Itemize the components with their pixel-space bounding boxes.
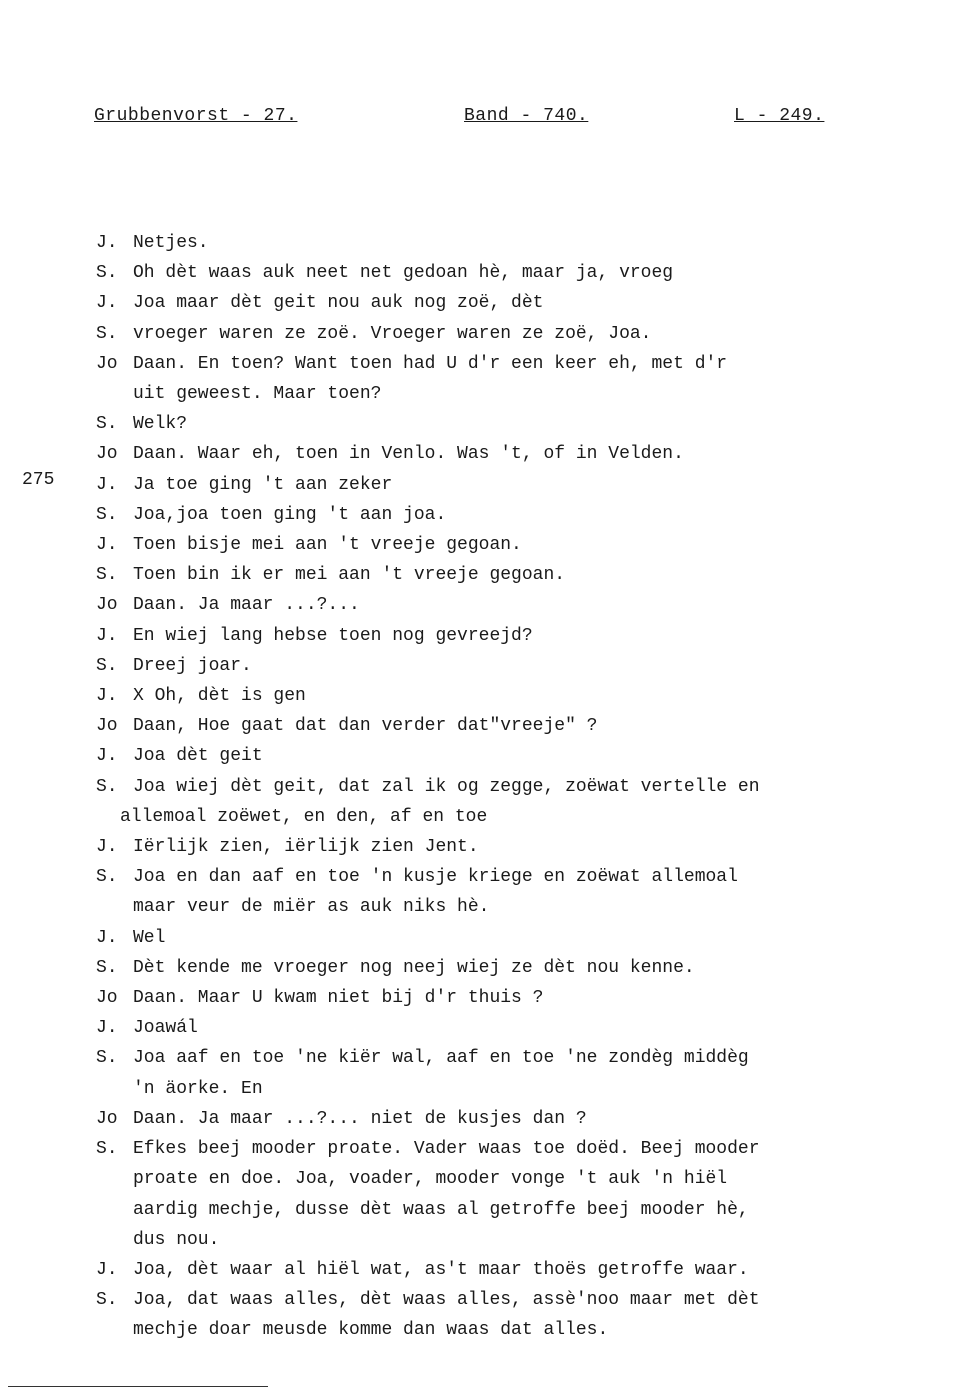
- speaker-label: J.: [96, 927, 118, 948]
- transcript: [96, 228, 956, 1346]
- transcript-line: [96, 349, 956, 379]
- utterance-text: Ja toe ging 't aan zeker: [133, 474, 393, 495]
- speaker-label: S.: [96, 776, 118, 797]
- transcript-line: [96, 1043, 956, 1073]
- speaker-label: J.: [96, 746, 118, 767]
- transcript-line: [96, 530, 956, 560]
- utterance-text: Daan. Waar eh, toen in Venlo. Was 't, of in Velden.: [133, 444, 684, 465]
- utterance-text: Joa wiej dèt geit, dat zal ik og zegge, zoëwat vertelle en: [133, 776, 760, 797]
- utterance-text: Welk?: [133, 414, 188, 435]
- transcript-line: [96, 862, 956, 892]
- speaker-label: J.: [96, 233, 118, 253]
- transcript-line: [96, 1134, 956, 1164]
- utterance-text: Daan, Hoe gaat dat dan verder dat"vreeje" ?: [133, 716, 598, 737]
- header-center: Band - 740.: [464, 106, 589, 126]
- speaker-label: S.: [96, 957, 118, 978]
- continuation-line: maar veur de miër as auk niks hè.: [133, 897, 490, 918]
- utterance-text: Joa aaf en toe 'ne kiër wal, aaf en toe 'ne zondèg middèg: [133, 1048, 749, 1069]
- speaker-label: S.: [96, 263, 118, 284]
- header-left: Grubbenvorst - 27.: [94, 106, 298, 126]
- transcript-line: [96, 621, 956, 651]
- utterance-text: Joa dèt geit: [133, 746, 263, 767]
- speaker-label: Jo: [96, 353, 118, 374]
- transcript-line: [96, 711, 956, 741]
- speaker-label: J.: [96, 625, 118, 646]
- utterance-text: vroeger waren ze zoë. Vroeger waren ze zoë, Joa.: [133, 323, 652, 344]
- speaker-label: J.: [96, 535, 118, 556]
- continuation-line: allemoal zoëwet, en den, af en toe: [120, 806, 488, 827]
- continuation-line: aardig mechje, dusse dèt waas al getroffe beej mooder hè,: [133, 1199, 749, 1220]
- transcript-line: [96, 258, 956, 288]
- transcript-line: [96, 772, 956, 802]
- speaker-label: J.: [96, 1259, 118, 1280]
- margin-line-number: 275: [22, 470, 55, 490]
- transcript-line: [96, 500, 956, 530]
- utterance-text: Dèt kende me vroeger nog neej wiej ze dèt nou kenne.: [133, 957, 695, 978]
- transcript-line: [96, 953, 956, 983]
- utterance-text: Joa,joa toen ging 't aan joa.: [133, 504, 447, 525]
- transcript-line: [96, 983, 956, 1013]
- speaker-label: S.: [96, 504, 118, 525]
- utterance-text: Daan. En toen? Want toen had U d'r een keer eh, met d'r: [133, 353, 728, 374]
- transcript-line: [96, 832, 956, 862]
- transcript-line: [96, 1104, 956, 1134]
- continuation-line: dus nou.: [133, 1229, 220, 1250]
- transcript-line: [96, 651, 956, 681]
- continuation-line: 'n äorke. En: [133, 1078, 263, 1099]
- speaker-label: S.: [96, 565, 118, 586]
- speaker-label: S.: [96, 414, 118, 435]
- utterance-text: Oh dèt waas auk neet net gedoan hè, maar ja, vroeg: [133, 263, 674, 284]
- utterance-text: Efkes beej mooder proate. Vader waas toe doëd. Beej mooder: [133, 1139, 760, 1160]
- utterance-text: Netjes.: [133, 233, 209, 253]
- continuation-line: uit geweest. Maar toen?: [133, 384, 382, 405]
- transcript-line: [96, 470, 956, 500]
- utterance-text: En wiej lang hebse toen nog gevreejd?: [133, 625, 533, 646]
- utterance-text: Dreej joar.: [133, 655, 252, 676]
- speaker-label: S.: [96, 1139, 118, 1160]
- transcript-line: [96, 923, 956, 953]
- utterance-text: Daan. Ja maar ...?... niet de kusjes dan ?: [133, 1108, 587, 1129]
- speaker-label: S.: [96, 1290, 118, 1311]
- transcript-line: [96, 741, 956, 771]
- speaker-label: Jo: [96, 1108, 118, 1129]
- utterance-text: Joa, dèt waar al hiël wat, as't maar thoës getroffe waar.: [133, 1259, 749, 1280]
- speaker-label: S.: [96, 655, 118, 676]
- transcript-line: [96, 590, 956, 620]
- utterance-text: Daan. Maar U kwam niet bij d'r thuis ?: [133, 988, 544, 1009]
- speaker-label: Jo: [96, 716, 118, 737]
- utterance-text: Daan. Ja maar ...?...: [133, 595, 360, 616]
- speaker-label: Jo: [96, 988, 118, 1009]
- speaker-label: J.: [96, 1018, 118, 1039]
- transcript-line: [96, 560, 956, 590]
- continuation-line: proate en doe. Joa, voader, mooder vonge 't auk 'n hiël: [133, 1169, 728, 1190]
- speaker-label: J.: [96, 474, 118, 495]
- speaker-label: Jo: [96, 595, 118, 616]
- utterance-text: X Oh, dèt is gen: [133, 686, 306, 707]
- utterance-text: Toen bin ik er mei aan 't vreeje gegoan.: [133, 565, 566, 586]
- utterance-text: Joa en dan aaf en toe 'n kusje kriege en zoëwat allemoal: [133, 867, 738, 888]
- transcript-line: [96, 1255, 956, 1285]
- transcript-line: [96, 681, 956, 711]
- transcript-line: [96, 439, 956, 469]
- utterance-text: Joa maar dèt geit nou auk nog zoë, dèt: [133, 293, 544, 314]
- speaker-label: J.: [96, 837, 118, 858]
- transcript-line: [96, 288, 956, 318]
- transcript-line: [96, 1285, 956, 1315]
- utterance-text: Toen bisje mei aan 't vreeje gegoan.: [133, 535, 522, 556]
- speaker-label: S.: [96, 323, 118, 344]
- speaker-label: J.: [96, 686, 118, 707]
- utterance-text: Joawál: [133, 1018, 198, 1039]
- utterance-text: Iërlijk zien, iërlijk zien Jent.: [133, 837, 479, 858]
- header-right: L - 249.: [734, 106, 825, 126]
- transcript-line: [96, 1013, 956, 1043]
- transcript-line: [96, 409, 956, 439]
- speaker-label: Jo: [96, 444, 118, 465]
- speaker-label: J.: [96, 293, 118, 314]
- footer-rule: [8, 1386, 268, 1387]
- transcript-line: [96, 319, 956, 349]
- speaker-label: S.: [96, 1048, 118, 1069]
- utterance-text: Joa, dat waas alles, dèt waas alles, assè'noo maar met dèt: [133, 1290, 760, 1311]
- speaker-label: S.: [96, 867, 118, 888]
- continuation-line: mechje doar meusde komme dan waas dat alles.: [133, 1320, 609, 1341]
- utterance-text: Wel: [133, 927, 166, 948]
- transcript-line: [96, 228, 956, 258]
